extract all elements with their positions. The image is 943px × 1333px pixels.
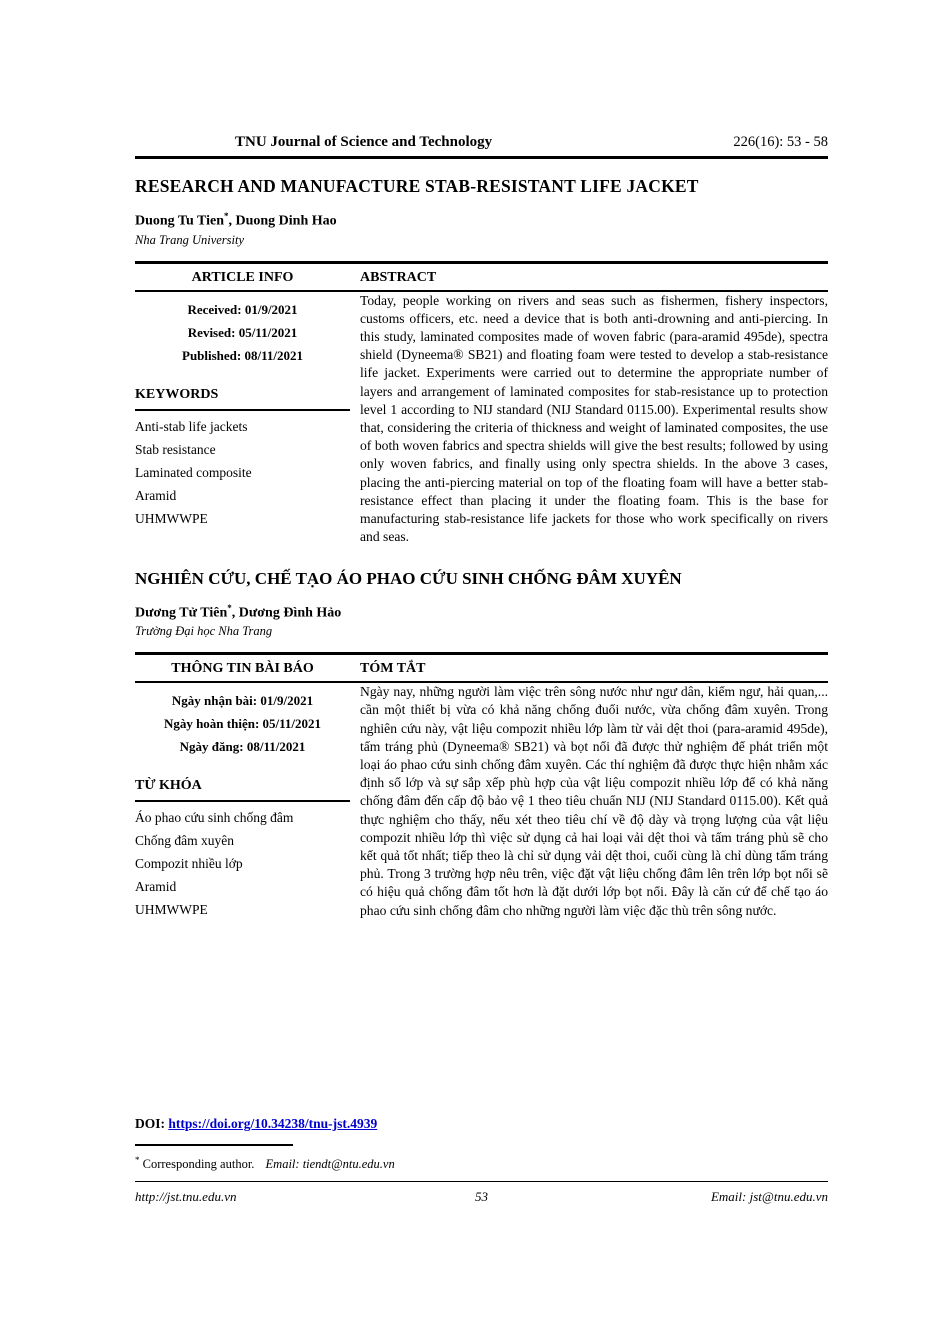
info-header-row-vi	[135, 655, 828, 681]
page-number: 53	[475, 1189, 488, 1204]
doi-line	[135, 1116, 377, 1132]
keyword-vi: Chống đâm xuyên	[135, 833, 234, 849]
footer-journal-url: http://jst.tnu.edu.vn	[135, 1189, 237, 1204]
info-body-en	[135, 292, 828, 547]
keyword-vi: Compozit nhiều lớp	[135, 856, 243, 872]
info-header-row-en	[135, 264, 828, 290]
affiliation-vi: Trường Đại học Nha Trang	[135, 624, 273, 639]
authors-vi	[135, 603, 828, 622]
footnote-rule	[135, 1144, 293, 1146]
abstract-heading-en: ABSTRACT	[360, 269, 437, 285]
author-rest-en: , Duong Dinh Hao	[228, 213, 337, 229]
keyword-vi: UHMWWPE	[135, 902, 208, 918]
author-first-en: Duong Tu Tien	[135, 213, 224, 229]
published-date-vi: Ngày đăng: 08/11/2021	[179, 739, 306, 755]
article-title-vi: NGHIÊN CỨU, CHẾ TẠO ÁO PHAO CỨU SINH CHỐNG ĐÂM XUYÊN	[135, 568, 682, 588]
doi-label: DOI:	[135, 1116, 165, 1131]
published-date: Published: 08/11/2021	[182, 347, 303, 363]
keywords-heading-vi: TỪ KHÓA	[135, 778, 350, 802]
author-rest-vi: , Dương Đình Hảo	[231, 605, 342, 621]
page-footer	[135, 1181, 828, 1205]
revised-date: Revised: 05/11/2021	[187, 324, 298, 340]
received-date: Received: 01/9/2021	[187, 301, 298, 317]
keyword-en: Stab resistance	[135, 441, 216, 457]
info-right-column-vi	[360, 683, 828, 920]
corresponding-author-marker: *	[224, 211, 229, 221]
keyword-en: Aramid	[135, 487, 177, 503]
footnote-marker: *	[135, 1155, 140, 1165]
info-body-vi	[135, 683, 828, 920]
abstract-heading-vi: TÓM TẮT	[360, 661, 426, 677]
affiliation-en: Nha Trang University	[135, 232, 245, 247]
keyword-vi: Áo phao cứu sinh chống đâm	[135, 810, 294, 826]
authors-en	[135, 211, 828, 230]
footer-row	[135, 1189, 828, 1205]
dates-vi	[135, 693, 350, 755]
footnote-label: Corresponding author.	[142, 1157, 255, 1172]
article-info-heading-vi: THÔNG TIN BÀI BÁO	[171, 661, 314, 677]
revised-date-vi: Ngày hoàn thiện: 05/11/2021	[163, 716, 322, 732]
footnote-block	[135, 1144, 828, 1172]
info-right-column-en	[360, 292, 828, 547]
keyword-vi: Aramid	[135, 879, 177, 895]
abstract-text-en: Today, people working on rivers and seas such as fishermen, fishery inspectors, customs officers, etc. need a device that is both anti-drowning and anti-piercing. In this study, laminated composites made of woven fabric (para-aramid 495de), spectra shield (Dyneema® SB21) and floating foam were tested to develop a stab-resistance life jacket. Experiments were carried out to determine the appropriate number of layers and arrangement of laminated composites for stab-resistance up to protection level 1 according to NIJ standard (NIJ Standard 0115.00). Experimental results show that, considering the criteria of thickness and weight of laminated composites, the use of both woven fabrics and spectra shields will give the best results; followed by using only woven fabrics, and finally using only spectra shields. In the above 3 cases, placing the anti-piercing material on top of the floating foam will have a better stab-resistance effect than placing it under the floating foam. This is the base for manufacturing stab-resistance life jackets for those who work specifically on rivers and seas.	[360, 292, 828, 545]
info-left-column-en	[135, 292, 350, 547]
abstract-text-vi: Ngày nay, những người làm việc trên sông nước như ngư dân, kiểm ngư, hải quan,... cần một thiết bị vừa có khả năng chống đuối nước, vừa chống đâm xuyên. Trong nghiên cứu này, vật liệu compozit nhiều lớp làm từ vải dệt thoi (para-aramid 495de), tấm tráng phủ (Dyneema® SB21) và bọt nổi đã được thử nghiệm để phát triển một loại áo phao cứu sinh chống đâm xuyên. Các thí nghiệm đã được thực hiện nhằm xác định số lớp và sự sắp xếp phù hợp của vật liệu compozit nhiều lớp để có khả năng chống đâm đến cấp độ bảo vệ 1 theo tiêu chuẩn NIJ (NIJ Standard 0115.00). Kết quả thực nghiệm cho thấy, nếu xét theo tiêu chí về độ dày và trọng lượng của vật liệu compozit nhiều lớp thì việc sử dụng cả hai loại vải dệt thoi và tấm tráng phủ sẽ cho kết quả tốt nhất; tiếp theo là chỉ sử dụng vải dệt thoi, cuối cùng là chỉ dùng tấm tráng phủ. Trong 3 trường hợp nêu trên, việc đặt vật liệu chống đâm lên trên lớp bọt nổi sẽ có hiệu quả chống đâm tốt hơn là đặt dưới lớp bọt nổi. Đây là căn cứ để chế tạo áo phao cứu sinh chống đâm cho những người làm việc đặc thù trên sông nước.	[360, 684, 828, 918]
footer-email: Email: jst@tnu.edu.vn	[710, 1189, 828, 1204]
corresponding-author-marker: *	[227, 602, 232, 613]
footnote-email: Email: tiendt@ntu.edu.vn	[265, 1157, 395, 1172]
running-head	[135, 134, 828, 151]
header-rule	[135, 156, 828, 159]
article-info-heading-en: ARTICLE INFO	[191, 269, 294, 285]
keyword-en: UHMWWPE	[135, 510, 208, 526]
info-left-column-vi	[135, 683, 350, 920]
author-first-vi: Dương Tử Tiên	[135, 605, 228, 621]
doi-link[interactable]: https://doi.org/10.34238/tnu-jst.4939	[168, 1116, 378, 1131]
article-title-en: RESEARCH AND MANUFACTURE STAB-RESISTANT LIFE JACKET	[135, 176, 699, 196]
journal-name: TNU Journal of Science and Technology	[235, 134, 493, 150]
keyword-en: Laminated composite	[135, 464, 252, 480]
footer-rule	[135, 1181, 828, 1182]
keyword-en: Anti-stab life jackets	[135, 418, 248, 434]
received-date-vi: Ngày nhận bài: 01/9/2021	[171, 693, 314, 709]
keywords-heading-en: KEYWORDS	[135, 387, 350, 411]
footnote-text	[135, 1155, 828, 1172]
issue-info: 226(16): 53 - 58	[733, 134, 828, 150]
dates-en	[135, 302, 350, 364]
